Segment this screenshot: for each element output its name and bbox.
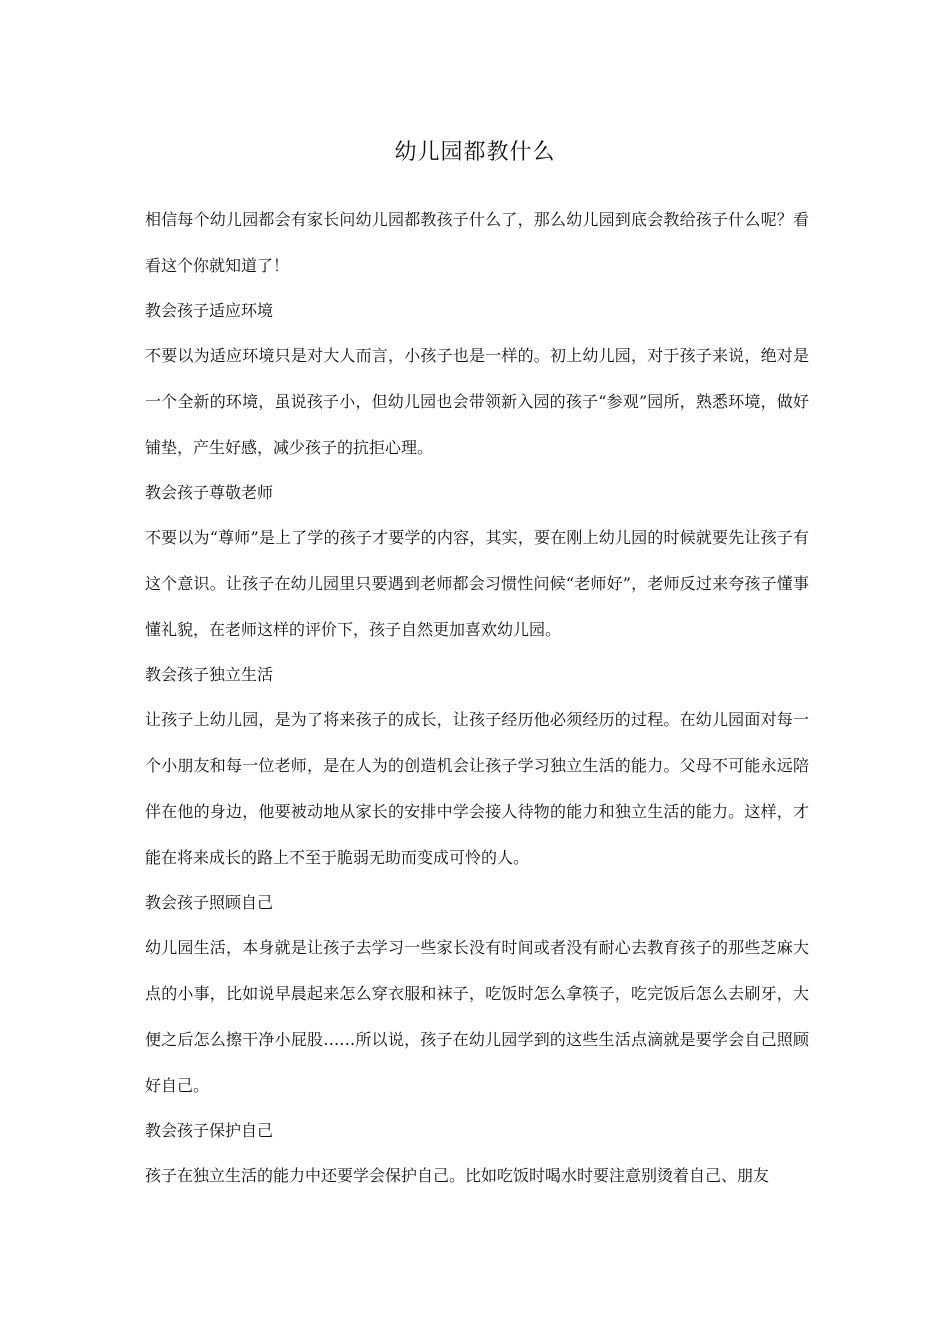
document-title: 幼儿园都教什么	[394, 140, 556, 165]
paragraph-respect-teacher: 不要以为“尊师”是上了学的孩子才要学的内容，其实，要在刚上幼儿园的时候就要先让孩子有这个意识。让孩子在幼儿园里只要遇到老师都会习惯性问候“老师好”，老师反过来夸孩子懂事懂礼貌，在老师这样的评价下，孩子自然更加喜欢幼儿园。	[145, 528, 809, 639]
document-body	[145, 197, 809, 1199]
section-heading-self-care: 教会孩子照顾自己	[145, 893, 274, 912]
paragraph-environment: 不要以为适应环境只是对大人而言，小孩子也是一样的。初上幼儿园，对于孩子来说，绝对是一个全新的环境，虽说孩子小，但幼儿园也会带领新入园的孩子“参观”园所，熟悉环境，做好铺垫，产生好感，减少孩子的抗拒心理。	[145, 346, 809, 457]
paragraph-intro: 相信每个幼儿园都会有家长问幼儿园都教孩子什么了，那么幼儿园到底会教给孩子什么呢？看看这个你就知道了！	[145, 210, 809, 275]
section-heading-environment: 教会孩子适应环境	[145, 301, 274, 320]
paragraph-self-protection: 孩子在独立生活的能力中还要学会保护自己。比如吃饭时喝水时要注意别烫着自己、朋友	[145, 1166, 770, 1185]
section-heading-self-protection: 教会孩子保护自己	[145, 1121, 274, 1140]
section-heading-respect-teacher: 教会孩子尊敬老师	[145, 483, 274, 502]
paragraph-self-care: 幼儿园生活，本身就是让孩子去学习一些家长没有时间或者没有耐心去教育孩子的那些芝麻大点的小事，比如说早晨起来怎么穿衣服和袜子，吃饭时怎么拿筷子，吃完饭后怎么去刷牙，大便之后怎么擦干净小屁股……所以说，孩子在幼儿园学到的这些生活点滴就是要学会自己照顾好自己。	[145, 938, 809, 1095]
section-heading-independent-living: 教会孩子独立生活	[145, 665, 274, 684]
paragraph-independent-living: 让孩子上幼儿园，是为了将来孩子的成长，让孩子经历他必须经历的过程。在幼儿园面对每一个小朋友和每一位老师，是在人为的创造机会让孩子学习独立生活的能力。父母不可能永远陪伴在他的身边，他要被动地从家长的安排中学会接人待物的能力和独立生活的能力。这样，才能在将来成长的路上不至于脆弱无助而变成可怜的人。	[145, 710, 809, 867]
